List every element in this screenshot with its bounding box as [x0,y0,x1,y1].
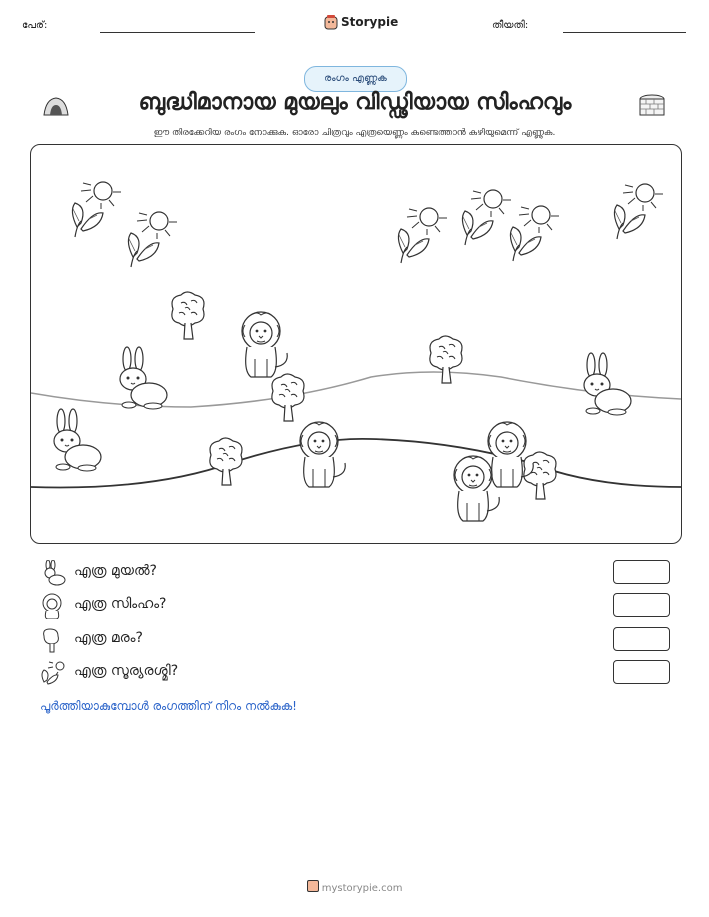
name-label: പേര്: [22,20,48,31]
question-row-sun-plant [40,660,670,686]
header [0,14,709,38]
tree-4 [210,438,242,485]
footer-url[interactable]: mystorypie.com [321,883,403,894]
lion-1 [242,312,287,377]
counting-scene [30,144,682,544]
answer-box-lion[interactable] [613,593,670,617]
tree-2 [272,374,304,421]
brand-logo [324,14,398,30]
date-label: തീയതി: [492,20,529,31]
footer [0,880,709,894]
coloring-instruction: പൂർത്തിയാകുമ്പോൾ രംഗത്തിന് നിറം നൽകുക! [40,699,297,713]
brand-name: Storypie [341,15,399,29]
sun-plant-2 [128,212,177,267]
question-row-tree [40,627,670,653]
question-text: എത്ര സൂര്യരശ്മി? [74,663,179,679]
rabbit-2 [54,409,101,471]
subtitle: ഈ തിരക്കേറിയ രംഗം നോക്കുക. ഓരോ ചിത്രവും എത്രയെണ്ണം കണ്ടെത്താൻ കഴിയുമെന്ന് എണ്ണുക. [153,128,556,138]
page-title: ബുദ്ധിമാനായ മുയലും വിഡ്ഢിയായ സിംഹവും [138,90,572,115]
lion-icon [40,593,68,619]
tree-3 [430,336,462,383]
cave-icon [42,95,70,117]
sun-plant-3 [398,208,447,263]
question-text: എത്ര സിംഹം? [74,596,167,612]
rabbit-icon [40,560,68,586]
well-icon [637,93,667,119]
activity-badge: രംഗം എണ്ണുക [304,66,407,92]
question-row-lion [40,593,670,619]
rabbit-3 [584,353,631,415]
storypie-footer-logo-icon [307,880,319,892]
sun-plant-6 [614,184,663,239]
question-text: എത്ര മരം? [74,630,143,646]
sun-plant-icon [40,660,68,686]
sun-plant-4 [462,190,511,245]
answer-box-tree[interactable] [613,627,670,651]
storypie-logo-icon [324,14,338,30]
name-field-line[interactable] [100,32,255,33]
tree-icon [40,627,68,653]
question-row-rabbit [40,560,670,586]
date-field-line[interactable] [563,32,686,33]
question-text: എത്ര മുയൽ? [74,563,157,579]
sun-plant-1 [72,182,121,237]
lion-2 [300,422,345,487]
answer-box-sun-plant[interactable] [613,660,670,684]
tree-5 [524,452,556,499]
rabbit-1 [120,347,167,409]
sun-plant-5 [510,206,559,261]
answer-box-rabbit[interactable] [613,560,670,584]
tree-1 [172,292,204,339]
